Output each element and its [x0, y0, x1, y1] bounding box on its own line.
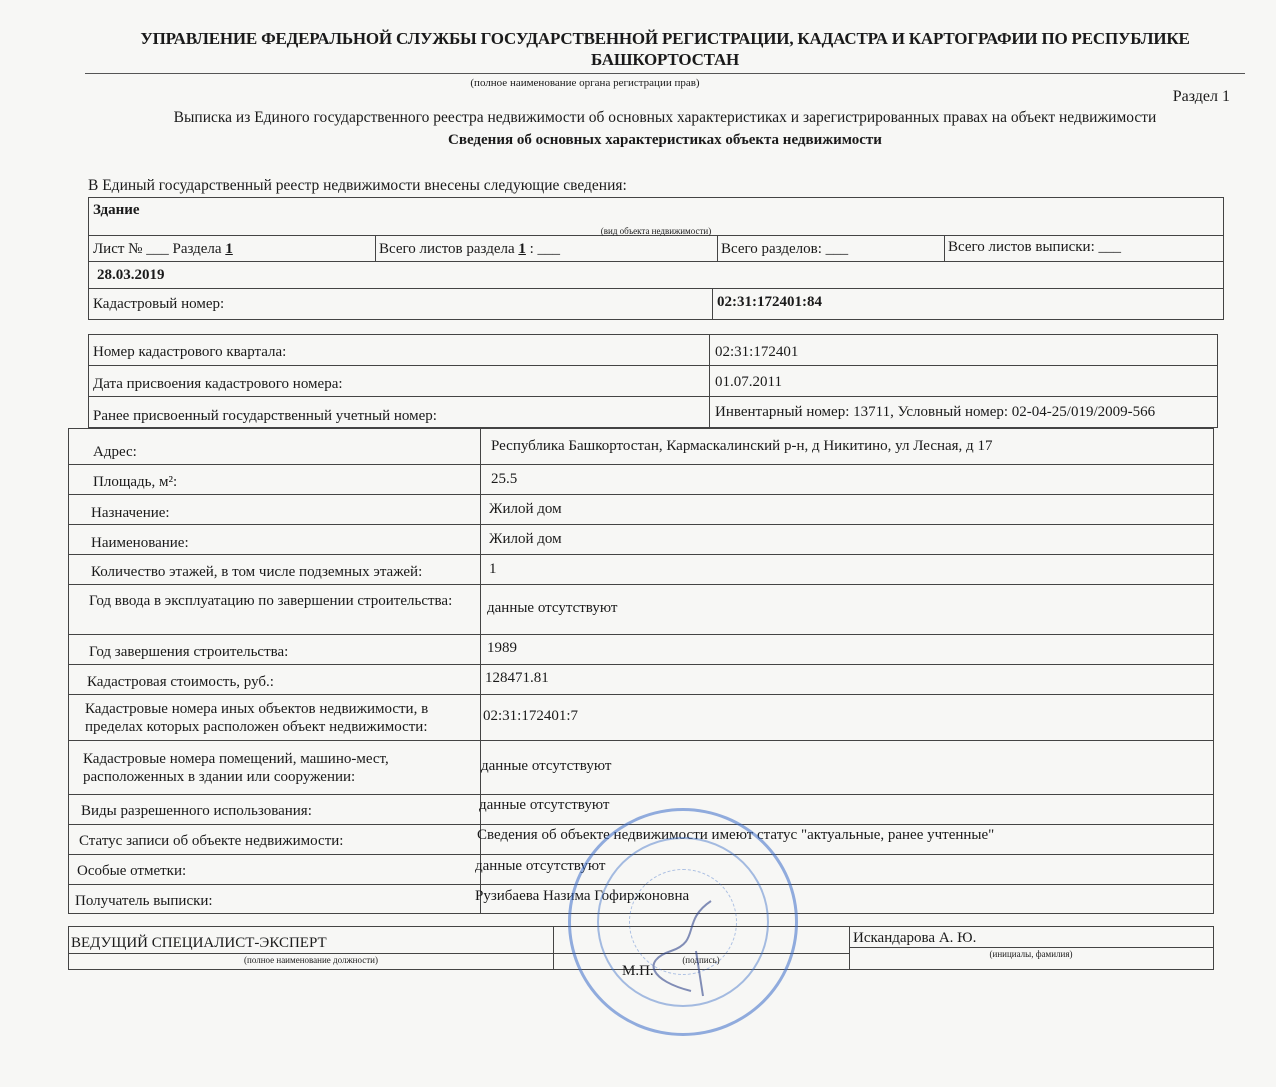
row-value: данные отсутствуют [475, 858, 606, 874]
row-label: Кадастровые номера помещений, машино-мест, расположенных в здании или сооружении: [83, 751, 389, 785]
table-row [69, 695, 1213, 741]
divider [709, 366, 710, 396]
divider [709, 335, 710, 365]
total-section-sheets-value: 1 [518, 241, 526, 257]
row-label: Особые отметки: [77, 863, 187, 879]
row-label: Наименование: [91, 535, 189, 551]
table-row [69, 555, 1213, 585]
row-value: Жилой дом [489, 531, 562, 547]
sheet-row [89, 236, 1223, 262]
object-type-row [89, 198, 1223, 236]
table-row [89, 397, 1217, 427]
row-value: Инвентарный номер: 13711, Условный номер: 02-04-25/019/2009-566 [715, 404, 1156, 420]
org-caption: (полное наименование органа регистрации прав) [470, 77, 700, 89]
row-label: Год завершения строительства: [89, 644, 289, 660]
row-label: Площадь, м²: [93, 474, 178, 490]
object-type-caption: (вид объекта недвижимости) [600, 226, 712, 236]
sheet-number [93, 241, 233, 258]
row-value: данные отсутствуют [479, 797, 610, 813]
object-type: Здание [93, 202, 140, 218]
row-label: Статус записи об объекте недвижимости: [79, 833, 344, 849]
table-row [69, 635, 1213, 665]
divider [944, 236, 945, 261]
row-label: Количество этажей, в том числе подземных этажей: [91, 564, 423, 580]
row-label: Год ввода в эксплуатацию по завершении строительства: [89, 593, 453, 609]
row-value: 01.07.2011 [715, 374, 782, 390]
divider [849, 947, 1213, 948]
org-name: УПРАВЛЕНИЕ ФЕДЕРАЛЬНОЙ СЛУЖБЫ ГОСУДАРСТВЕННОЙ РЕГИСТРАЦИИ, КАДАСТРА И КАРТОГРАФИИ ПО РЕСПУБЛИКЕ БАШКОРТОСТАН [140, 29, 1190, 69]
table-row [89, 366, 1217, 397]
total-extract-sheets: Всего листов выписки: ___ [948, 239, 1121, 255]
row-value: 1989 [487, 640, 517, 656]
cadastral-value: 02:31:172401:84 [717, 294, 822, 310]
sheet-section-value: 1 [225, 241, 233, 257]
row-value: 128471.81 [485, 670, 549, 686]
row-label: Кадастровые номера иных объектов недвижимости, в пределах которых расположен объект недвижимости: [85, 701, 429, 735]
row-label: Назначение: [91, 505, 170, 521]
sheet-number-label: Лист № ___ Раздела [93, 241, 222, 257]
extract-title: Выписка из Единого государственного реестра недвижимости об основных характеристиках и зарегистрированных правах на объект недвижимости [173, 109, 1157, 126]
table-row [69, 429, 1213, 465]
table-row [89, 335, 1217, 366]
row-label: Адрес: [93, 444, 137, 460]
divider [717, 236, 718, 261]
stamp-place: М.П. [622, 963, 654, 979]
official-seal [568, 808, 798, 1036]
row-value: 02:31:172401:7 [483, 708, 579, 724]
divider [69, 953, 553, 954]
total-sections: Всего разделов: ___ [721, 241, 849, 257]
sign-caption: (подпись) [682, 955, 720, 965]
table-row [69, 495, 1213, 525]
table-row [69, 665, 1213, 695]
row-label: Получатель выписки: [75, 893, 213, 909]
position-caption: (полное наименование должности) [244, 955, 378, 965]
row-label: Виды разрешенного использования: [81, 803, 312, 819]
row-value: Республика Башкортостан, Кармаскалинский р-н, д Никитино, ул Лесная, д 17 [491, 438, 993, 454]
cadastral-details-table [88, 334, 1218, 428]
position-title: ВЕДУЩИЙ СПЕЦИАЛИСТ-ЭКСПЕРТ [71, 935, 327, 951]
divider [709, 397, 710, 427]
intro-text: В Единый государственный реестр недвижимости внесены следующие сведения: [88, 177, 627, 194]
extract-subtitle: Сведения об основных характеристиках объекта недвижимости [448, 132, 882, 148]
row-label: Дата присвоения кадастрового номера: [93, 376, 343, 392]
signer-name: Искандарова А. Ю. [853, 930, 977, 946]
name-caption: (инициалы, фамилия) [989, 949, 1073, 959]
date-row [89, 262, 1223, 289]
row-value: 1 [489, 561, 497, 577]
extract-date: 28.03.2019 [97, 267, 165, 283]
row-label: Ранее присвоенный государственный учетный номер: [93, 408, 437, 424]
table-row [69, 525, 1213, 555]
row-value: Жилой дом [489, 501, 562, 517]
table-row [69, 741, 1213, 795]
row-label: Кадастровая стоимость, руб.: [87, 674, 274, 690]
org-underline [85, 73, 1245, 74]
row-value: данные отсутствуют [481, 758, 612, 774]
signature-scribble-icon [641, 891, 731, 1001]
divider [849, 927, 850, 969]
divider [375, 236, 376, 261]
table-row [69, 585, 1213, 635]
total-section-sheets-label: Всего листов раздела [379, 241, 515, 257]
cadastral-label: Кадастровый номер: [93, 296, 225, 312]
object-header-table [88, 197, 1224, 320]
total-section-sheets [379, 241, 560, 258]
cadastral-row [89, 289, 1223, 319]
row-value: Рузибаева Назима Гофиржоновна [475, 888, 690, 904]
total-section-sheets-tail: : ___ [529, 241, 561, 257]
row-value: данные отсутствуют [487, 600, 618, 616]
row-value: 02:31:172401 [715, 344, 799, 360]
divider [712, 289, 713, 319]
row-value: 25.5 [491, 471, 518, 487]
section-label: Раздел 1 [1172, 88, 1230, 105]
table-row [69, 465, 1213, 495]
row-label: Номер кадастрового квартала: [93, 344, 287, 360]
row-value: Сведения об объекте недвижимости имеют статус "актуальные, ранее учтенные" [477, 827, 995, 843]
